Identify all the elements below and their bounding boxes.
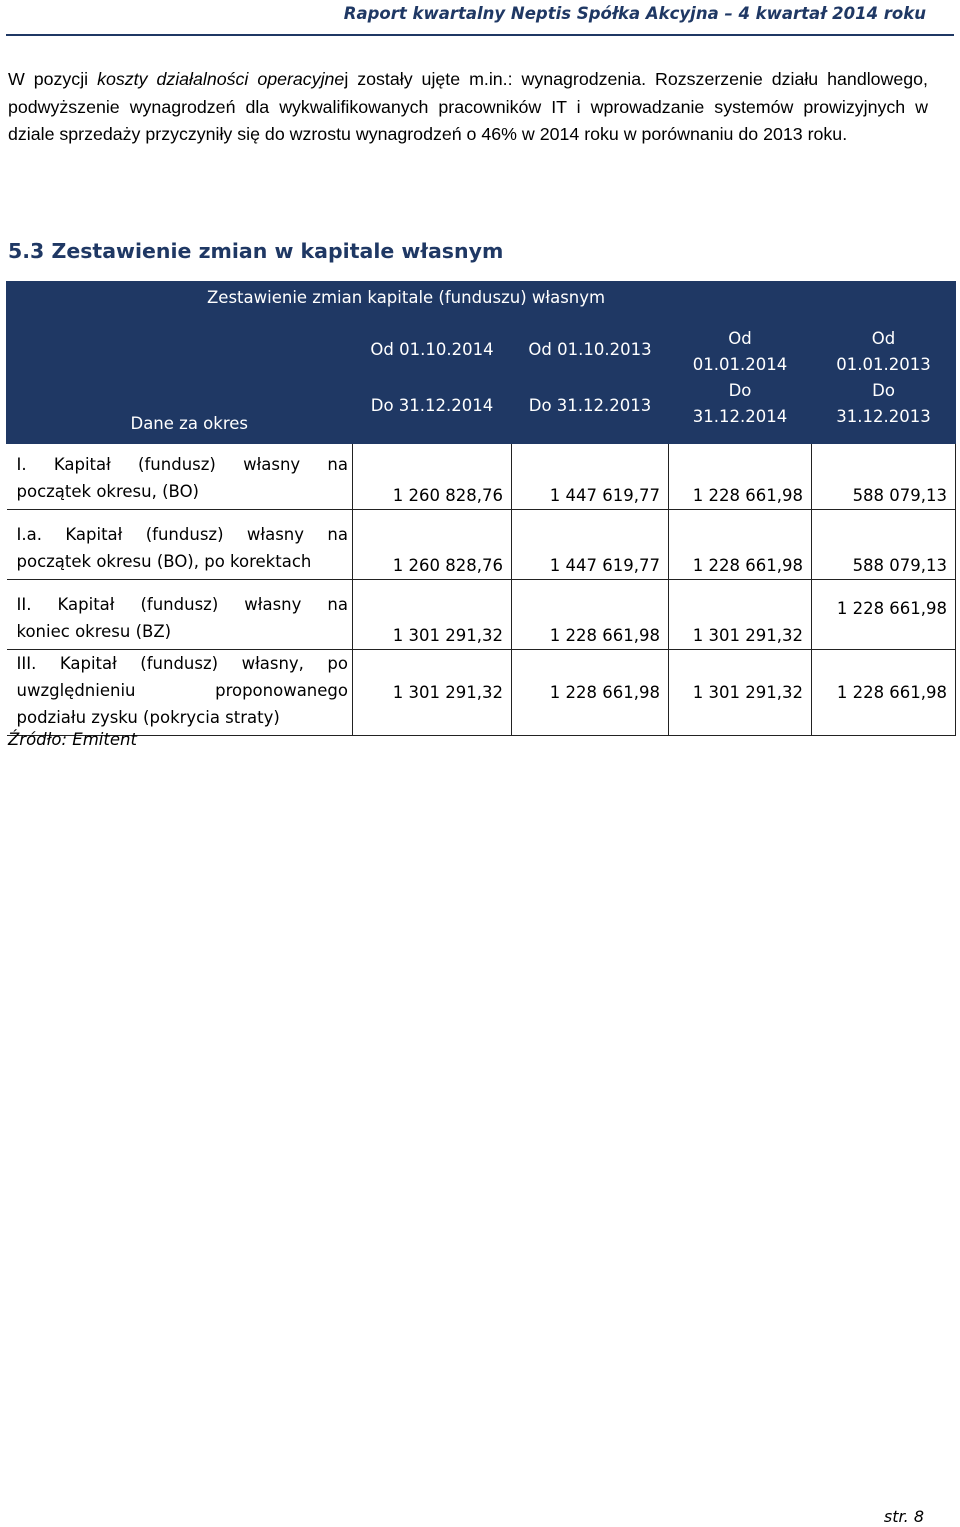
page-number: str. 8 <box>883 1507 924 1526</box>
column-to: Do 31.12.2014 <box>692 381 788 426</box>
section-title: 5.3 Zestawienie zmian w kapitale własnym <box>8 239 504 263</box>
row-label: II. Kapitał (fundusz) własny na koniec okresu (BZ) <box>7 580 353 650</box>
table-cell: 1 260 828,76 <box>353 444 512 510</box>
table-cell: 1 228 661,98 <box>812 580 956 650</box>
column-to: Do 31.12.2014 <box>370 396 494 415</box>
column-header <box>669 313 812 444</box>
column-to: Do 31.12.2013 <box>836 381 931 426</box>
row-label: I. Kapitał (fundusz) własny na początek okresu, (BO) <box>7 444 353 510</box>
column-header <box>512 313 669 444</box>
column-from: Od 01.10.2013 <box>528 340 652 359</box>
table-caption-row <box>7 282 956 313</box>
row-label: III. Kapitał (fundusz) własny, po uwzględnieniu proponowanego podziału zysku (pokrycia straty) <box>7 650 353 736</box>
table-row <box>7 650 956 736</box>
column-from: Od 01.01.2013 <box>836 329 931 374</box>
column-to: Do 31.12.2013 <box>528 396 652 415</box>
equity-changes-table <box>6 281 956 736</box>
column-header <box>353 313 512 444</box>
table-cell: 1 228 661,98 <box>669 444 812 510</box>
table-cell: 1 228 661,98 <box>512 580 669 650</box>
table-cell: 588 079,13 <box>812 510 956 580</box>
table-cell: 1 260 828,76 <box>353 510 512 580</box>
table-cell: 1 447 619,77 <box>512 510 669 580</box>
table-cell: 1 228 661,98 <box>669 510 812 580</box>
period-header-label: Dane za okres <box>7 313 353 444</box>
table-cell: 1 301 291,32 <box>353 650 512 736</box>
table-cell: 1 447 619,77 <box>512 444 669 510</box>
table-header-row <box>7 313 956 444</box>
table-cell: 1 301 291,32 <box>669 650 812 736</box>
table-cell: 1 301 291,32 <box>669 580 812 650</box>
column-from: Od 01.10.2014 <box>370 340 494 359</box>
table-cell: 1 228 661,98 <box>812 650 956 736</box>
table-caption: Zestawienie zmian kapitale (funduszu) własnym <box>7 282 956 313</box>
column-header <box>812 313 956 444</box>
table-row <box>7 580 956 650</box>
paragraph-text-rest: j zostały ujęte m.in.: wynagrodzenia. Rozszerzenie działu handlowego, podwyższenie wynagrodzeń dla wykwalifikowanych pracowników IT i wprowadzanie systemów prowizyjnych w dziale sprzedaży przyczyniły się do wzrostu wynagrodzeń o 46% w 2014 roku w porównaniu do 2013 roku. <box>8 69 929 144</box>
paragraph-italic-term: koszty działalności operacyjne <box>97 69 345 89</box>
table-row <box>7 510 956 580</box>
source-note: Źródło: Emitent <box>8 730 137 749</box>
table-row <box>7 444 956 510</box>
paragraph-text-start: W pozycji <box>8 69 98 89</box>
header-divider <box>6 34 954 36</box>
table-cell: 588 079,13 <box>812 444 956 510</box>
report-header: Raport kwartalny Neptis Spółka Akcyjna – 4 kwartał 2014 roku <box>343 4 926 23</box>
table-cell: 1 228 661,98 <box>512 650 669 736</box>
row-label: I.a. Kapitał (fundusz) własny na początek okresu (BO), po korektach <box>7 510 353 580</box>
body-paragraph <box>8 66 928 149</box>
column-from: Od 01.01.2014 <box>692 329 788 374</box>
table-cell: 1 301 291,32 <box>353 580 512 650</box>
